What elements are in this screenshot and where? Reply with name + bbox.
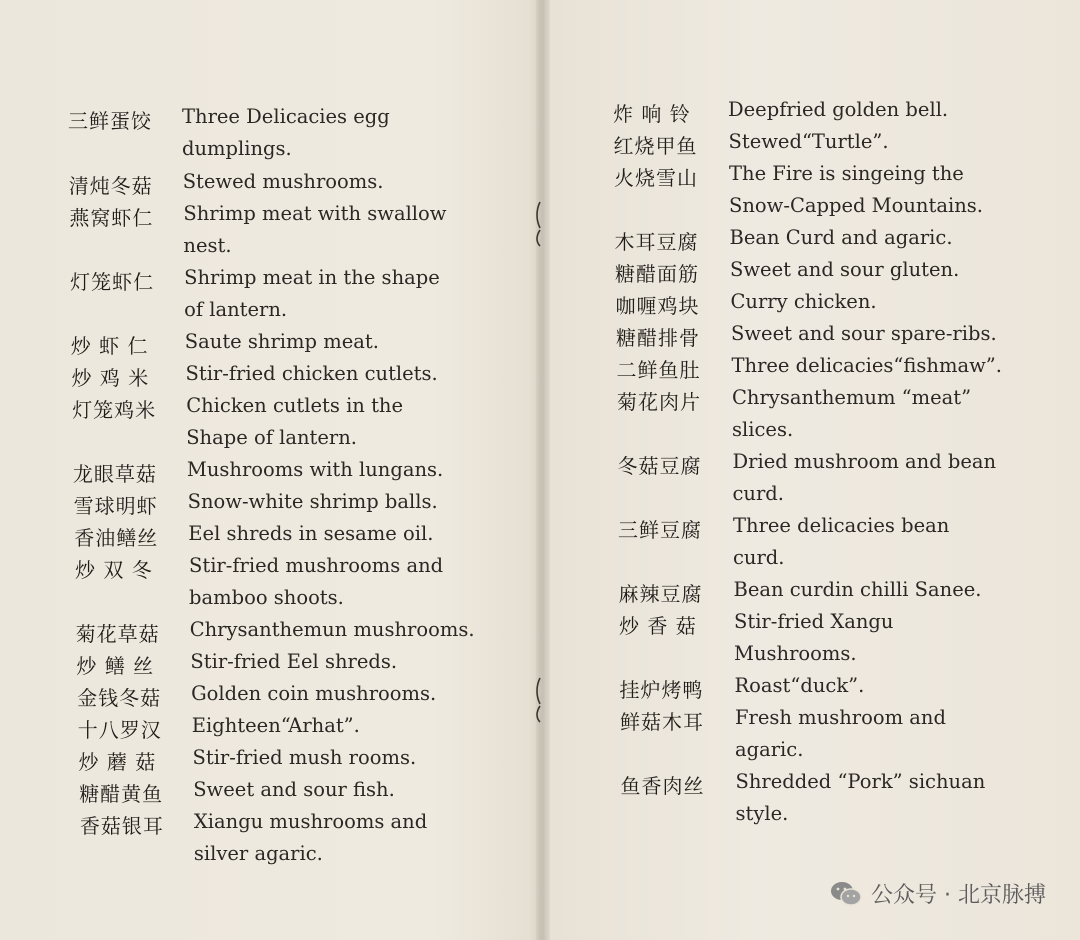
menu-item-english-name: Chicken cutlets in the Shape of lantern. — [186, 394, 404, 450]
right-page — [545, 0, 1080, 940]
right-menu-list — [545, 0, 1080, 940]
menu-item-chinese-name: 香菇银耳 — [79, 814, 164, 838]
menu-item-chinese-name: 燕窝虾仁 — [69, 206, 154, 230]
menu-item-chinese-name: 雪球明虾 — [73, 494, 158, 518]
menu-item-chinese-name: 木耳豆腐 — [614, 230, 699, 254]
watermark — [829, 878, 1046, 909]
menu-item-english-name: Roast“duck”. — [734, 674, 865, 697]
menu-item-chinese-name: 炒 鸡 米 — [71, 366, 150, 390]
menu-item-english-name: Chrysanthemum “meat” slices. — [732, 386, 972, 442]
menu-item-chinese-name: 十八罗汉 — [77, 718, 162, 742]
menu-item-english-name: Sweet and sour fish. — [193, 778, 395, 801]
menu-item-chinese-name: 咖喱鸡块 — [615, 294, 700, 318]
watermark-text: 公众号 · 北京脉搏 — [871, 883, 1046, 908]
menu-item-english-name: Sweet and sour spare-ribs. — [731, 322, 997, 345]
menu-item-chinese-name: 糖醋黄鱼 — [79, 782, 164, 806]
menu-item-english-name: Shrimp meat with swallow nest. — [183, 202, 447, 258]
menu-item-english-name: Three delicacies bean curd. — [733, 514, 950, 570]
menu-item-english-name: Stir-fried mush rooms. — [192, 746, 417, 769]
menu-item-english-name: Bean curdin chilli Sanee. — [733, 578, 982, 601]
menu-item-chinese-name: 鲜菇木耳 — [620, 710, 704, 734]
menu-item-chinese-name: 金钱冬菇 — [77, 686, 162, 710]
menu-item-english-name: Eel shreds in sesame oil. — [188, 522, 434, 545]
menu-item-chinese-name: 灯笼虾仁 — [70, 270, 155, 294]
menu-item-english-name: Chrysanthemun mushrooms. — [189, 618, 475, 641]
menu-item-english-name: The Fire is singeing the Snow-Capped Mountains. — [729, 162, 983, 218]
menu-item-english-name: Xiangu mushrooms and silver agaric. — [193, 810, 428, 866]
menu-item-chinese-name: 炒 双 冬 — [75, 558, 153, 582]
menu-item-english-name: Eighteen“Arhat”. — [191, 714, 360, 737]
menu-item-chinese-name: 炒 鳝 丝 — [76, 654, 155, 678]
menu-item-english-name: Curry chicken. — [730, 290, 877, 313]
menu-item-english-name: Sweet and sour gluten. — [730, 258, 960, 281]
menu-item-english-name: Stir-fried mushrooms and bamboo shoots. — [189, 554, 444, 610]
menu-item-chinese-name: 菊花草菇 — [75, 622, 160, 646]
menu-item-chinese-name: 炸 响 铃 — [613, 102, 691, 126]
menu-item-english-name: Snow-white shrimp balls. — [187, 490, 438, 513]
menu-item-english-name: Dried mushroom and bean curd. — [732, 450, 997, 506]
menu-item-english-name: Stir-fried Eel shreds. — [190, 650, 398, 673]
menu-item-chinese-name: 鱼香肉丝 — [620, 774, 705, 798]
menu-item-english-name: Three Delicacies egg dumplings. — [182, 105, 390, 161]
menu-item-chinese-name: 冬菇豆腐 — [617, 454, 702, 478]
menu-item-english-name: Shrimp meat in the shape of lantern. — [184, 266, 440, 322]
menu-item-chinese-name: 麻辣豆腐 — [618, 582, 703, 606]
menu-item-english-name: Deepfried golden bell. — [728, 98, 949, 121]
menu-item-english-name: Golden coin mushrooms. — [191, 682, 437, 705]
menu-item-chinese-name: 炒 香 菇 — [619, 614, 697, 638]
menu-item-chinese-name: 三鲜蛋饺 — [68, 109, 152, 133]
menu-item-english-name: Bean Curd and agaric. — [729, 226, 953, 249]
menu-item-chinese-name: 三鲜豆腐 — [618, 518, 702, 542]
menu-item-chinese-name: 炒 虾 仁 — [70, 334, 149, 358]
menu-item-chinese-name: 二鲜鱼肚 — [616, 358, 701, 382]
menu-item-english-name: Mushrooms with lungans. — [186, 458, 444, 481]
menu-item-english-name: Stewed mushrooms. — [182, 170, 384, 193]
menu-item-english-name: Stewed“Turtle”. — [728, 130, 889, 153]
menu-item-chinese-name: 挂炉烤鸭 — [619, 678, 704, 702]
menu-item-english-name: Fresh mushroom and agaric. — [735, 706, 946, 762]
menu-item-chinese-name: 龙眼草菇 — [72, 462, 157, 486]
menu-item-chinese-name: 糖醋排骨 — [616, 326, 700, 350]
menu-item-english-name: Stir-fried chicken cutlets. — [185, 362, 438, 385]
menu-item-english-name: Saute shrimp meat. — [184, 330, 379, 353]
menu-item-chinese-name: 火烧雪山 — [614, 166, 698, 190]
menu-item-chinese-name: 炒 蘑 菇 — [78, 750, 157, 774]
menu-item-english-name: Three delicacies“fishmaw”. — [731, 354, 1002, 377]
menu-item-english-name: Shredded “Pork” sichuan style. — [735, 770, 986, 826]
wechat-icon — [829, 880, 863, 908]
menu-item-chinese-name: 糖醋面筋 — [615, 262, 699, 286]
menu-item-chinese-name: 菊花肉片 — [617, 390, 701, 414]
menu-item-chinese-name: 灯笼鸡米 — [72, 398, 157, 422]
menu-item-chinese-name: 红烧甲鱼 — [613, 134, 698, 158]
menu-item-english-name: Stir-fried Xangu Mushrooms. — [734, 610, 894, 666]
menu-item-chinese-name: 香油鳝丝 — [74, 526, 159, 550]
menu-item-chinese-name: 清炖冬菇 — [68, 174, 153, 198]
